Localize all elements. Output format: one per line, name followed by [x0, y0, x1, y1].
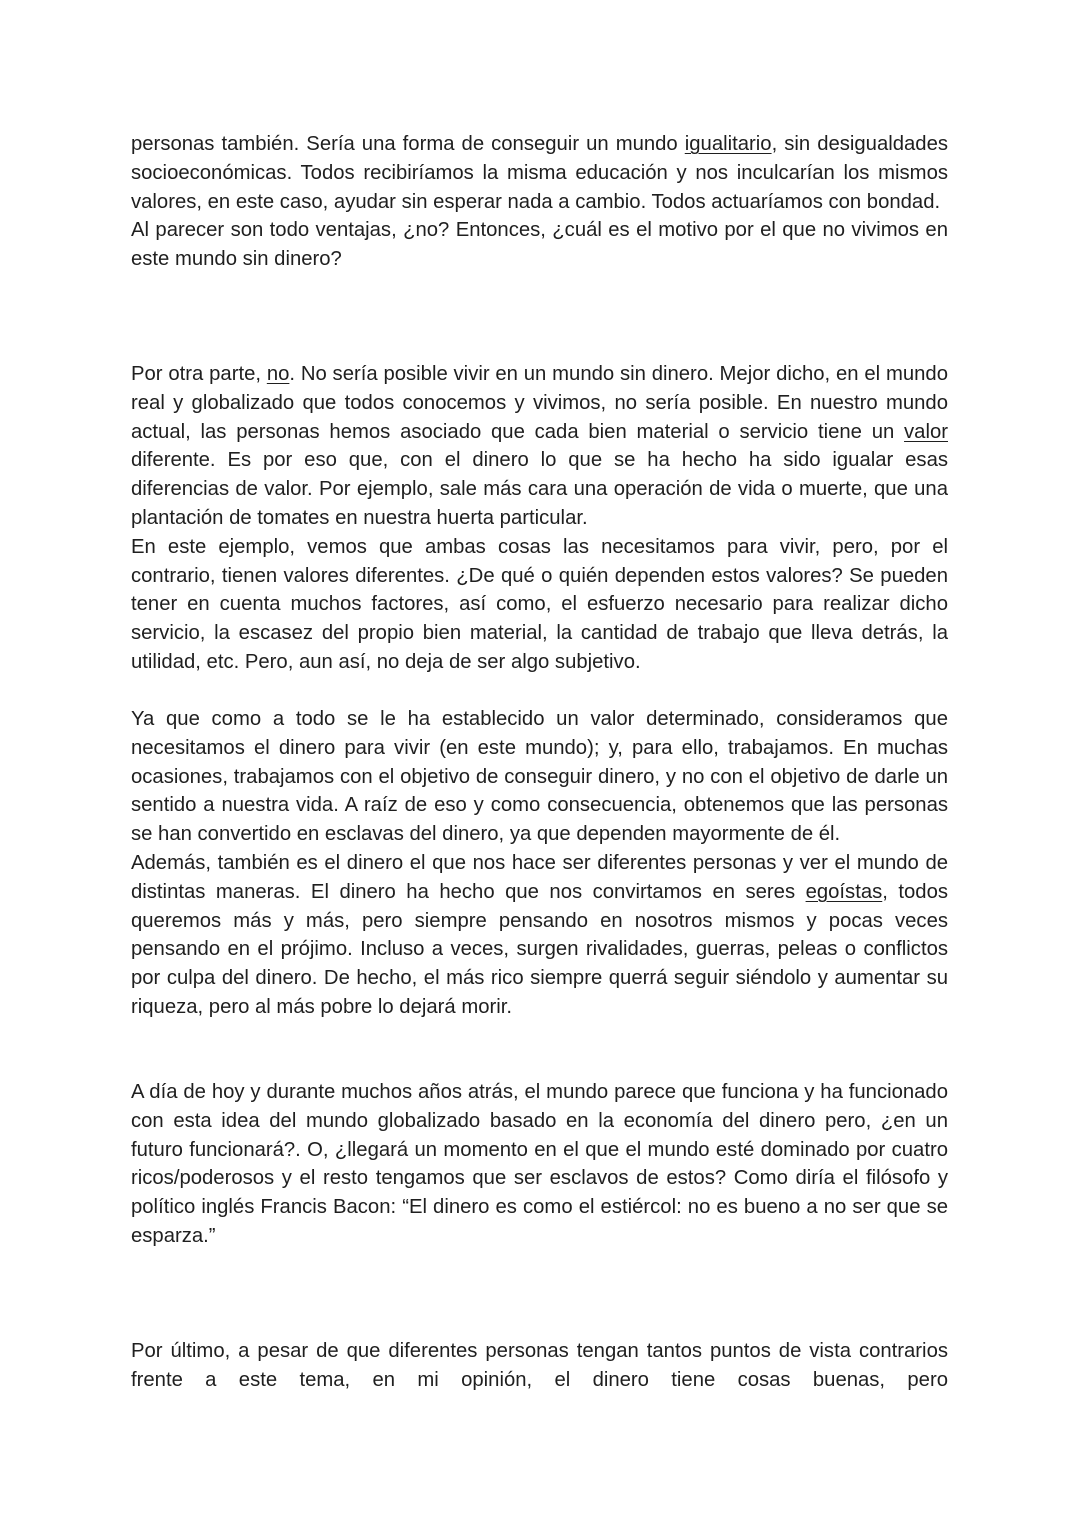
paragraph: [131, 849, 948, 1022]
underlined-word: valor: [904, 420, 948, 443]
text-run: , sin desigualdades socioeconómicas. Todos recibiríamos la misma educación y nos inculcarían los mismos valores, en este caso, ayudar sin esperar nada a cambio. Todos actuaríamos con bondad.: [131, 133, 948, 213]
underlined-word: no: [266, 363, 290, 385]
underlined-word: igualitario: [684, 133, 772, 155]
paragraph: [131, 130, 948, 216]
paragraph: [131, 360, 948, 533]
paragraph: A día de hoy y durante muchos años atrás, el mundo parece que funciona y ha funcionado con esta idea del mundo globalizado basado en la economía del dinero pero, ¿en un futuro funcionará?. O, ¿llegará un momento en el que el mundo esté dominado por cuatro ricos/poderosos y el resto tengamos que ser esclavos de estos? Como diría el filósofo y político inglés Francis Bacon: “El dinero es como el estiércol: no es bueno a no ser que se esparza.”: [131, 1081, 948, 1247]
text-run: Además, también es el dinero el que nos hace ser diferentes personas y ver el mundo de distintas maneras. El dinero ha hecho que nos convirtamos en seres: [131, 851, 948, 903]
paragraph-group-3: [131, 705, 948, 1022]
paragraph: En este ejemplo, vemos que ambas cosas las necesitamos para vivir, pero, por el contrario, tienen valores diferentes. ¿De qué o quién dependen estos valores? Se pueden tener en cuenta muchos factores, así como, el esfuerzo necesario para realizar dicho servicio, la escasez del propio bien material, la cantidad de trabajo que lleva detrás, la utilidad, etc. Pero, aun así, no deja de ser algo subjetivo.: [131, 535, 948, 673]
paragraph: Por último, a pesar de que diferentes personas tengan tantos puntos de vista contrarios frente a este tema, en mi opinión, el dinero tiene cosas buenas, pero: [131, 1340, 948, 1391]
paragraph: Ya que como a todo se le ha establecido un valor determinado, consideramos que necesitamos el dinero para vivir (en este mundo); y, para ello, trabajamos. En muchas ocasiones, trabajamos con el objetivo de conseguir dinero, y no con el objetivo de darle un sentido a nuestra vida. A raíz de eso y como consecuencia, obtenemos que las personas se han convertido en esclavas del dinero, ya que dependen mayormente de él.: [131, 708, 948, 846]
text-run: , todos queremos más y más, pero siempre pensando en nosotros mismos y pocas veces pensando en el prójimo. Incluso a veces, surgen rivalidades, guerras, peleas o conflictos por culpa del dinero. De hecho, el más rico siempre querrá seguir siéndolo y aumentar su riqueza, pero al más pobre lo dejará morir.: [131, 880, 948, 1018]
paragraph-group-4: [131, 1078, 948, 1251]
paragraph-group-5: [131, 1337, 948, 1395]
paragraph: Al parecer son todo ventajas, ¿no? Entonces, ¿cuál es el motivo por el que no vivimos en este mundo sin dinero?: [131, 219, 948, 271]
underlined-word: egoístas: [805, 880, 883, 903]
text-run: . No sería posible vivir en un mundo sin dinero. Mejor dicho, en el mundo real y globalizado que todos conocemos y vivimos, no sería posible. En nuestro mundo actual, las personas hemos asociado que cada bien material o servicio tiene un: [131, 363, 948, 443]
text-run: Por otra parte,: [131, 363, 267, 385]
paragraph-group-2: [131, 360, 948, 677]
text-run: diferente. Es por eso que, con el dinero lo que se ha hecho ha sido igualar esas diferencias de valor. Por ejemplo, sale más cara una operación de vida o muerte, que una plantación de tomates en nuestra huerta particular.: [131, 449, 948, 529]
paragraph-group-1: [131, 130, 948, 274]
text-run: personas también. Sería una forma de conseguir un mundo: [131, 133, 685, 155]
